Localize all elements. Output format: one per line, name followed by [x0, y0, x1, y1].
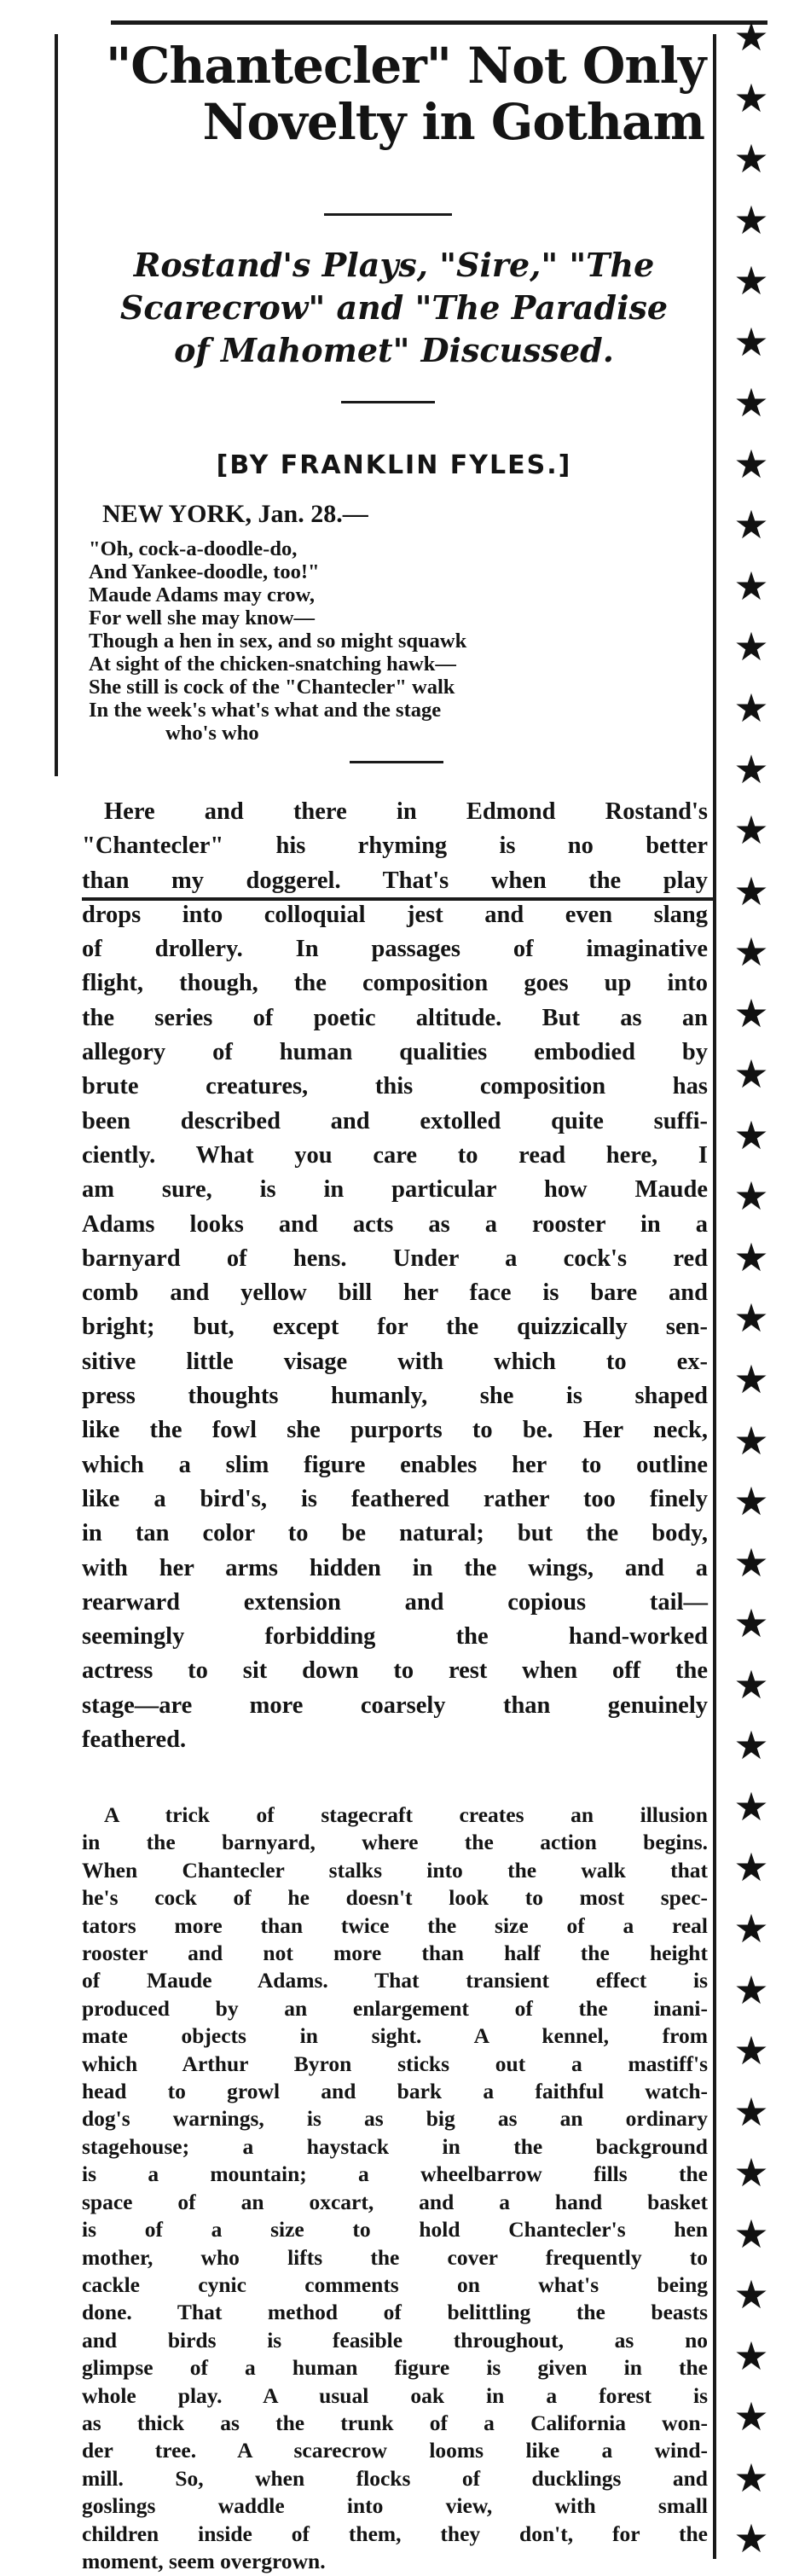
text-line: he's cock of he doesn't look to most spec- — [82, 1885, 708, 1911]
text-line: mill. So, when flocks of ducklings and — [82, 2465, 708, 2491]
star-icon: ★ — [733, 258, 769, 305]
strike-through-rule — [82, 897, 713, 901]
text-line: dog's warnings, is as big as an ordinary — [82, 2106, 708, 2132]
text-line: like a bird's, is feathered rather too finely — [82, 1485, 708, 1512]
text-line: glimpse of a human figure is given in the — [82, 2355, 708, 2381]
text-line: goslings waddle into view, with small — [82, 2493, 708, 2519]
text-line: "Chantecler" his rhyming is no better — [82, 833, 708, 860]
star-icon: ★ — [733, 1111, 769, 1158]
star-icon: ★ — [733, 1356, 769, 1403]
star-icon: ★ — [733, 2271, 769, 2318]
verse-line: Maude Adams may crow, — [89, 583, 315, 606]
text-line: barnyard of hens. Under a cock's red — [82, 1244, 708, 1272]
text-line: sitive little visage with which to ex- — [82, 1348, 708, 1375]
star-icon: ★ — [733, 2088, 769, 2135]
text-line: children inside of them, they don't, for the — [82, 2521, 708, 2546]
text-line: allegory of human qualities embodied by — [82, 1039, 708, 1066]
verse-line: At sight of the chicken-snatching hawk— — [89, 653, 456, 676]
text-line: tators more than twice the size of a real — [82, 1912, 708, 1938]
star-icon: ★ — [733, 74, 769, 121]
text-line: flight, though, the composition goes up into — [82, 970, 708, 997]
text-line: with her arms hidden in the wings, and a — [82, 1554, 708, 1581]
text-line: done. That method of belittling the beasts — [82, 2300, 708, 2325]
right-column-rule — [713, 34, 716, 2559]
headline — [85, 38, 708, 150]
star-icon: ★ — [733, 685, 769, 732]
star-icon: ★ — [733, 1966, 769, 2013]
star-icon: ★ — [733, 867, 769, 914]
headline-divider — [324, 213, 452, 216]
verse-line: who's who — [165, 722, 259, 745]
byline: [BY FRANKLIN FYLES.] — [216, 450, 572, 480]
star-icon: ★ — [733, 2210, 769, 2257]
text-line: the series of poetic altitude. But as an — [82, 1004, 708, 1031]
verse-line: In the week's what's what and the stage — [89, 699, 442, 722]
text-line: drops into colloquial jest and even slang — [82, 901, 708, 928]
text-line: Adams looks and acts as a rooster in a — [82, 1210, 708, 1238]
star-icon: ★ — [733, 562, 769, 609]
text-line: rooster and not more than half the height — [82, 1941, 708, 1966]
star-icon: ★ — [733, 2393, 769, 2440]
text-line: actress to sit down to rest when off the — [82, 1657, 708, 1685]
text-line: brute creatures, this composition has — [82, 1073, 708, 1100]
star-icon: ★ — [733, 1600, 769, 1647]
text-line: whole play. A usual oak in a forest is — [82, 2382, 708, 2408]
text-line: seemingly forbidding the hand-worked — [82, 1623, 708, 1651]
text-line: mate objects in sight. A kennel, from — [82, 2023, 708, 2049]
deck-divider — [341, 401, 435, 403]
star-icon: ★ — [733, 1661, 769, 1708]
headline-line-2: Novelty in Gotham — [202, 93, 704, 151]
text-line: rearward extension and copious tail— — [82, 1588, 708, 1616]
deck-line-3: of Mahomet" Discussed. — [174, 331, 614, 369]
star-icon: ★ — [733, 929, 769, 976]
star-icon: ★ — [733, 1051, 769, 1098]
star-icon: ★ — [733, 14, 769, 60]
deck — [78, 244, 709, 372]
text-line: like the fowl she purports to be. Her neck, — [82, 1417, 708, 1444]
star-icon: ★ — [733, 196, 769, 243]
star-icon: ★ — [733, 2028, 769, 2074]
text-line: in tan color to be natural; but the body, — [82, 1520, 708, 1547]
text-line: space of an oxcart, and a hand basket — [82, 2189, 708, 2214]
left-column-rule — [55, 34, 58, 776]
star-icon: ★ — [733, 2454, 769, 2501]
verse-divider — [350, 761, 443, 763]
text-line: which Arthur Byron sticks out a mastiff's — [82, 2051, 708, 2076]
star-icon: ★ — [733, 1783, 769, 1830]
paragraph-2 — [82, 1801, 708, 2575]
verse-line: "Oh, cock-a-doodle-do, — [89, 537, 298, 560]
text-line: in the barnyard, where the action begins. — [82, 1830, 708, 1855]
verse-line: Though a hen in sex, and so might squawk — [89, 629, 467, 653]
star-icon: ★ — [733, 1844, 769, 1891]
text-line: comb and yellow bill her face is bare and — [82, 1279, 708, 1307]
text-line: moment, seem overgrown. — [82, 2548, 326, 2573]
text-line: of Maude Adams. That transient effect is — [82, 1968, 708, 1993]
star-icon: ★ — [733, 989, 769, 1036]
star-icon: ★ — [733, 1722, 769, 1769]
star-icon: ★ — [733, 1417, 769, 1464]
text-line: bright; but, except for the quizzically sen- — [82, 1314, 708, 1341]
star-icon: ★ — [733, 380, 769, 426]
text-line: cackle cynic comments on what's being — [82, 2271, 708, 2297]
star-icon: ★ — [733, 1539, 769, 1586]
verse — [89, 537, 703, 745]
text-line: Here and there in Edmond Rostand's — [104, 798, 708, 825]
text-line: am sure, is in particular how Maude — [82, 1176, 708, 1204]
text-line: than my doggerel. That's when the play — [82, 867, 708, 894]
text-line: mother, who lifts the cover frequently to — [82, 2244, 708, 2270]
deck-line-2: Scarecrow" and "The Paradise — [119, 288, 669, 327]
text-line: der tree. A scarecrow looms like a wind- — [82, 2438, 708, 2463]
verse-line: She still is cock of the "Chantecler" walk — [89, 676, 455, 699]
star-icon: ★ — [733, 440, 769, 487]
verse-line: And Yankee-doodle, too!" — [89, 560, 320, 583]
deck-line-1: Rostand's Plays, "Sire," "The — [133, 246, 655, 284]
text-line: When Chantecler stalks into the walk that — [82, 1857, 708, 1883]
star-icon: ★ — [733, 624, 769, 670]
top-column-rule — [111, 20, 767, 25]
dateline: NEW YORK, Jan. 28.— — [102, 500, 368, 528]
text-line: is a mountain; a wheelbarrow fills the — [82, 2161, 708, 2187]
paragraph-1 — [82, 795, 708, 1757]
text-line: head to growl and bark a faithful watch- — [82, 2079, 708, 2104]
star-icon: ★ — [733, 318, 769, 365]
star-icon: ★ — [733, 1478, 769, 1525]
star-icon: ★ — [733, 807, 769, 854]
star-icon: ★ — [733, 1905, 769, 1952]
text-line: press thoughts humanly, she is shaped — [82, 1383, 708, 1410]
star-icon: ★ — [733, 136, 769, 183]
text-line: stage—are more coarsely than genuinely — [82, 1691, 708, 1719]
verse-line: For well she may know— — [89, 606, 315, 629]
star-icon: ★ — [733, 2332, 769, 2379]
text-line: produced by an enlargement of the inani- — [82, 1995, 708, 2021]
text-line: of drollery. In passages of imaginative — [82, 936, 708, 963]
star-border — [721, 14, 781, 2562]
text-line: which a slim figure enables her to outline — [82, 1451, 708, 1478]
star-icon: ★ — [733, 1233, 769, 1280]
star-icon: ★ — [733, 2515, 769, 2562]
text-line: stagehouse; a haystack in the background — [82, 2133, 708, 2159]
text-line: as thick as the trunk of a California won- — [82, 2410, 708, 2435]
text-line: ciently. What you care to read here, I — [82, 1141, 708, 1169]
text-line: feathered. — [82, 1726, 187, 1754]
text-line: A trick of stagecraft creates an illusion — [104, 1802, 708, 1827]
star-icon: ★ — [733, 1295, 769, 1342]
star-icon: ★ — [733, 502, 769, 548]
text-line: and birds is feasible throughout, as no — [82, 2327, 708, 2353]
star-icon: ★ — [733, 1173, 769, 1220]
text-line: been described and extolled quite suffi- — [82, 1107, 708, 1134]
headline-line-1: "Chantecler" Not Only — [106, 37, 706, 95]
star-icon: ★ — [733, 746, 769, 792]
star-icon: ★ — [733, 2150, 769, 2196]
text-line: is of a size to hold Chantecler's hen — [82, 2217, 708, 2242]
